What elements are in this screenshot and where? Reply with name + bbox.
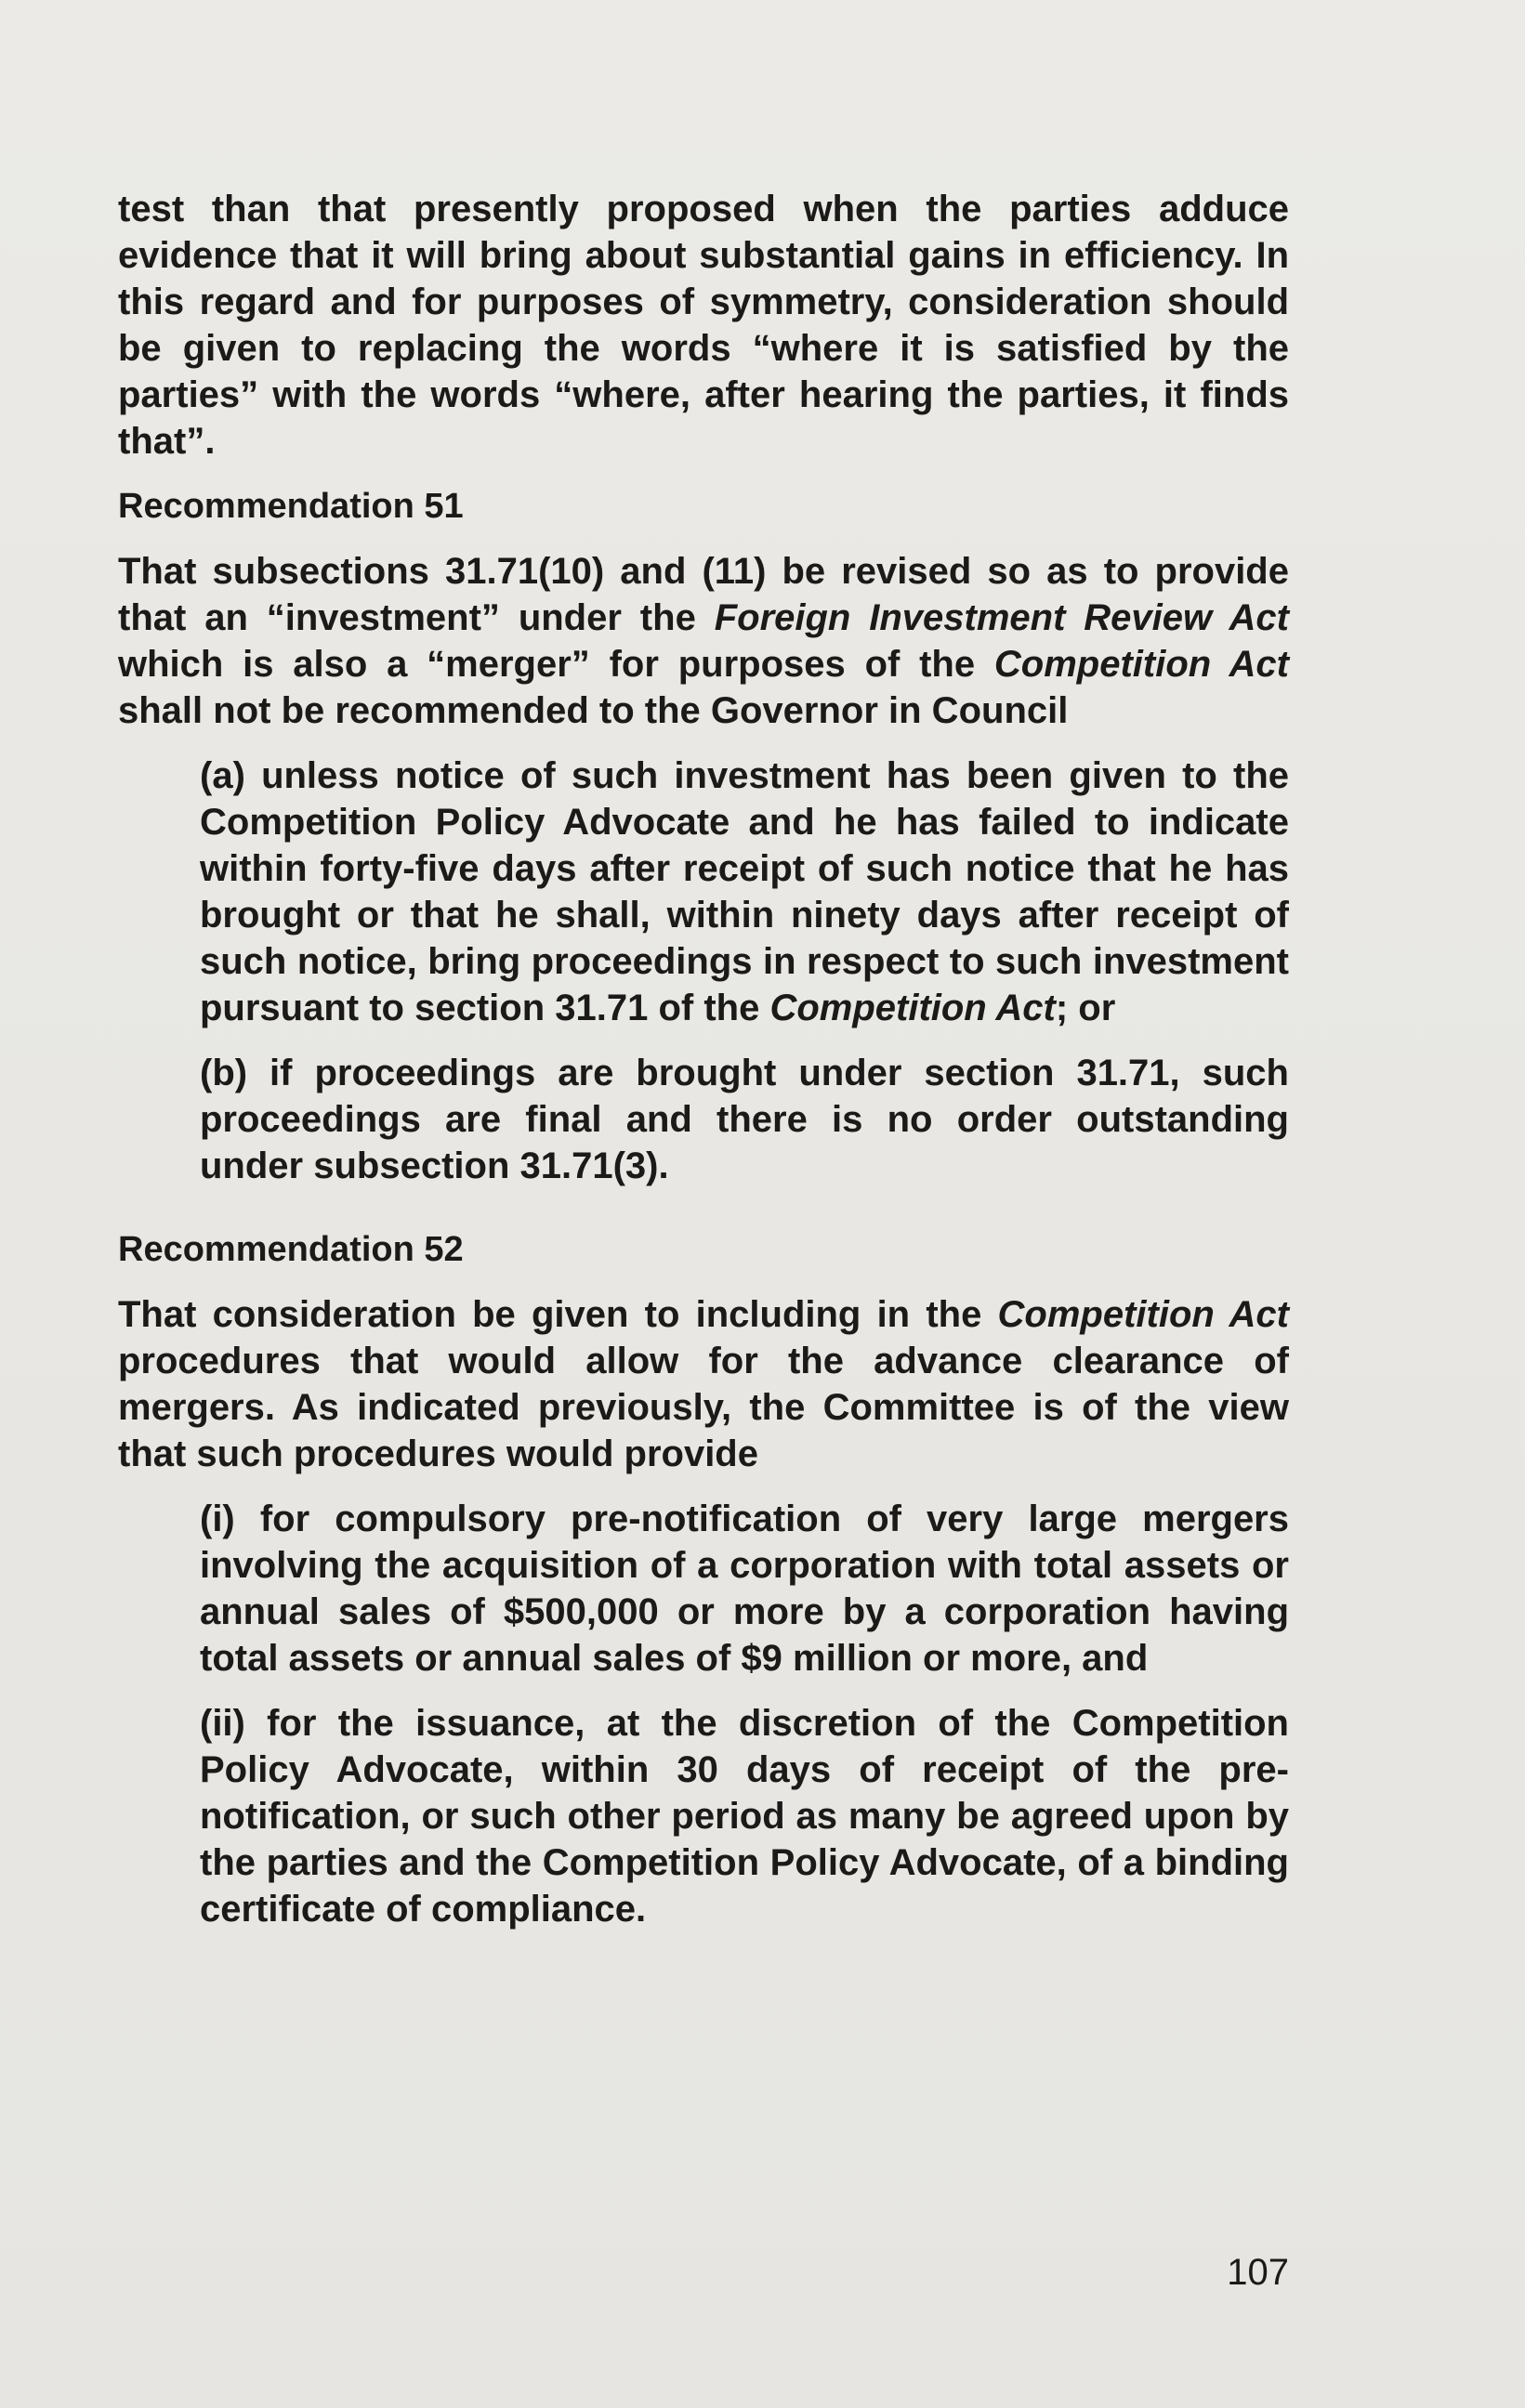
recommendation-51-item-b: (b) if proceedings are brought under section 31.71, such proceedings are final and there is no order outstanding under subsection 31.71(3). [200, 1053, 1289, 1186]
intro-paragraph: test than that presently proposed when the parties adduce evidence that it will bring about substantial gains in efficiency. In this regard and for purposes of symmetry, consideration should be given to replacing the words “where it is satisfied by the parties” with the words “where, after hearing the parties, it finds that”. [118, 189, 1289, 462]
recommendation-51-item-a [200, 752, 1289, 1031]
item-a-text: (a) unless notice of such investment has been given to the Competition Policy Advocate and he has failed to indicate within forty-five days after receipt of such notice that he has brought or that he shall, within ninety days after receipt of such notice, bring proceedings in respect to such investment pursuant to section 31.71 of the [200, 755, 1289, 1028]
rec52-text-part: That consideration be given to including in the [118, 1294, 998, 1335]
rec51-text-part: shall not be recommended to the Governor in Council [118, 690, 1069, 731]
recommendation-52-text [118, 1291, 1289, 1477]
item-a-italic-act: Competition Act [769, 988, 1056, 1028]
page-body [118, 186, 1289, 1932]
recommendation-51-heading: Recommendation 51 [118, 487, 464, 526]
rec51-italic-act-1: Foreign Investment Review Act [714, 597, 1289, 638]
recommendation-51-text [118, 548, 1289, 734]
rec51-text-part: That subsections 31.71(10) and (11) be revised so as to provide that an “investment” under the [118, 551, 1289, 638]
recommendation-52-item-i: (i) for compulsory pre-notification of very large mergers involving the acquisition of a corporation with total assets or annual sales of $500,000 or more by a corporation having total assets or annual sales of $9 million or more, and [200, 1498, 1289, 1679]
item-a-end: ; or [1055, 988, 1116, 1028]
recommendation-52-heading: Recommendation 52 [118, 1230, 464, 1269]
rec51-italic-act-2: Competition Act [993, 644, 1289, 685]
rec52-text-part: procedures that would allow for the advance clearance of mergers. As indicated previously, the Committee is of the view that such procedures would provide [118, 1341, 1289, 1474]
rec52-italic-act: Competition Act [997, 1294, 1290, 1335]
recommendation-52-item-ii: (ii) for the issuance, at the discretion of the Competition Policy Advocate, within 30 days of receipt of the pre-notification, or such other period as many be agreed upon by the parties and the Competition Policy Advocate, of a binding certificate of compliance. [200, 1703, 1289, 1930]
rec51-text-part: which is also a “merger” for purposes of the [118, 644, 994, 685]
page-number: 107 [1227, 2252, 1289, 2293]
